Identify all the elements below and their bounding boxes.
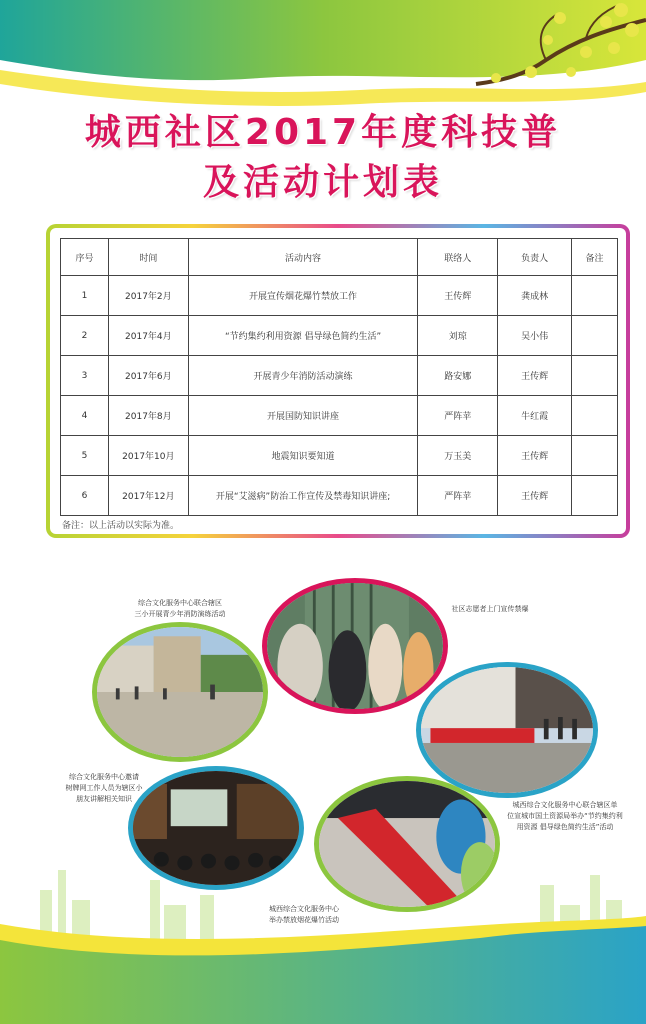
table-row <box>61 436 618 476</box>
table-row <box>61 356 618 396</box>
cell-remark <box>572 396 618 436</box>
cell-time: 2017年12月 <box>108 476 188 516</box>
footer-background <box>0 860 646 1024</box>
header-contact: 联络人 <box>418 239 498 276</box>
photo-fire-drill <box>92 622 268 762</box>
cell-contact: 严阵苹 <box>418 396 498 436</box>
page-title-line-2: 及活动计划表 <box>202 162 443 203</box>
activity-plan-table <box>60 238 618 516</box>
cell-contact: 王传辉 <box>418 276 498 316</box>
cell-index: 5 <box>61 436 109 476</box>
cell-contact: 路安娜 <box>418 356 498 396</box>
tree-branch-decoration <box>436 0 646 120</box>
header-remark: 备注 <box>572 239 618 276</box>
cell-index: 4 <box>61 396 109 436</box>
cell-content: 地震知识要知道 <box>188 436 418 476</box>
cell-owner: 牛红霞 <box>498 396 572 436</box>
photo-resources-campaign <box>416 662 598 798</box>
cell-owner: 吴小伟 <box>498 316 572 356</box>
cell-remark <box>572 356 618 396</box>
cell-time: 2017年10月 <box>108 436 188 476</box>
photo-volunteers <box>262 578 448 714</box>
plan-table-frame <box>46 224 630 538</box>
header-index: 序号 <box>61 239 109 276</box>
cell-contact: 刘琼 <box>418 316 498 356</box>
cell-remark <box>572 476 618 516</box>
cell-owner: 王传辉 <box>498 356 572 396</box>
cell-time: 2017年6月 <box>108 356 188 396</box>
cell-content: 开展国防知识讲座 <box>188 396 418 436</box>
cell-content: 开展“艾滋病”防治工作宣传及禁毒知识讲座; <box>188 476 418 516</box>
cell-contact: 严阵苹 <box>418 476 498 516</box>
caption-fire-drill: 综合文化服务中心联合辖区 三小开展青少年消防演练活动 <box>134 599 226 618</box>
page-title-line-1: 城西社区2017年度科技普 <box>84 112 562 153</box>
table-note: 备注：以上活动以实际为准。 <box>62 521 180 531</box>
caption-volunteers: 社区志愿者上门宣传禁爆 <box>451 605 529 613</box>
table-row <box>61 396 618 436</box>
cell-owner: 王传辉 <box>498 476 572 516</box>
cell-remark <box>572 276 618 316</box>
photo-banner-signing <box>314 776 500 912</box>
cell-index: 6 <box>61 476 109 516</box>
header-content: 活动内容 <box>188 239 418 276</box>
cell-content: “节约集约利用资源 倡导绿色简约生活” <box>188 316 418 356</box>
cell-remark <box>572 436 618 476</box>
cell-index: 3 <box>61 356 109 396</box>
cell-contact: 万玉美 <box>418 436 498 476</box>
cell-time: 2017年2月 <box>108 276 188 316</box>
cell-time: 2017年8月 <box>108 396 188 436</box>
caption-lecture: 综合文化服务中心邀请 树牌网工作人员为辖区小 朋友讲解相关知识 <box>65 773 143 803</box>
table-row <box>61 276 618 316</box>
header-time: 时间 <box>108 239 188 276</box>
cell-content: 开展宣传烟花爆竹禁放工作 <box>188 276 418 316</box>
table-row <box>61 476 618 516</box>
cell-owner: 王传辉 <box>498 436 572 476</box>
photo-lecture <box>128 766 304 890</box>
caption-banner-signing: 城西综合文化服务中心 举办禁放烟花爆竹活动 <box>269 905 339 924</box>
header-owner: 负责人 <box>498 239 572 276</box>
cell-owner: 龚成林 <box>498 276 572 316</box>
caption-resources-campaign: 城西综合文化服务中心联合辖区单 位宣城市国土资源局举办“节约集约利 用资源 倡导绿色简约生活”活动 <box>507 801 623 831</box>
cell-content: 开展青少年消防活动演练 <box>188 356 418 396</box>
cell-index: 2 <box>61 316 109 356</box>
cell-index: 1 <box>61 276 109 316</box>
cell-time: 2017年4月 <box>108 316 188 356</box>
table-row <box>61 316 618 356</box>
table-header-row <box>61 239 618 276</box>
cell-remark <box>572 316 618 356</box>
